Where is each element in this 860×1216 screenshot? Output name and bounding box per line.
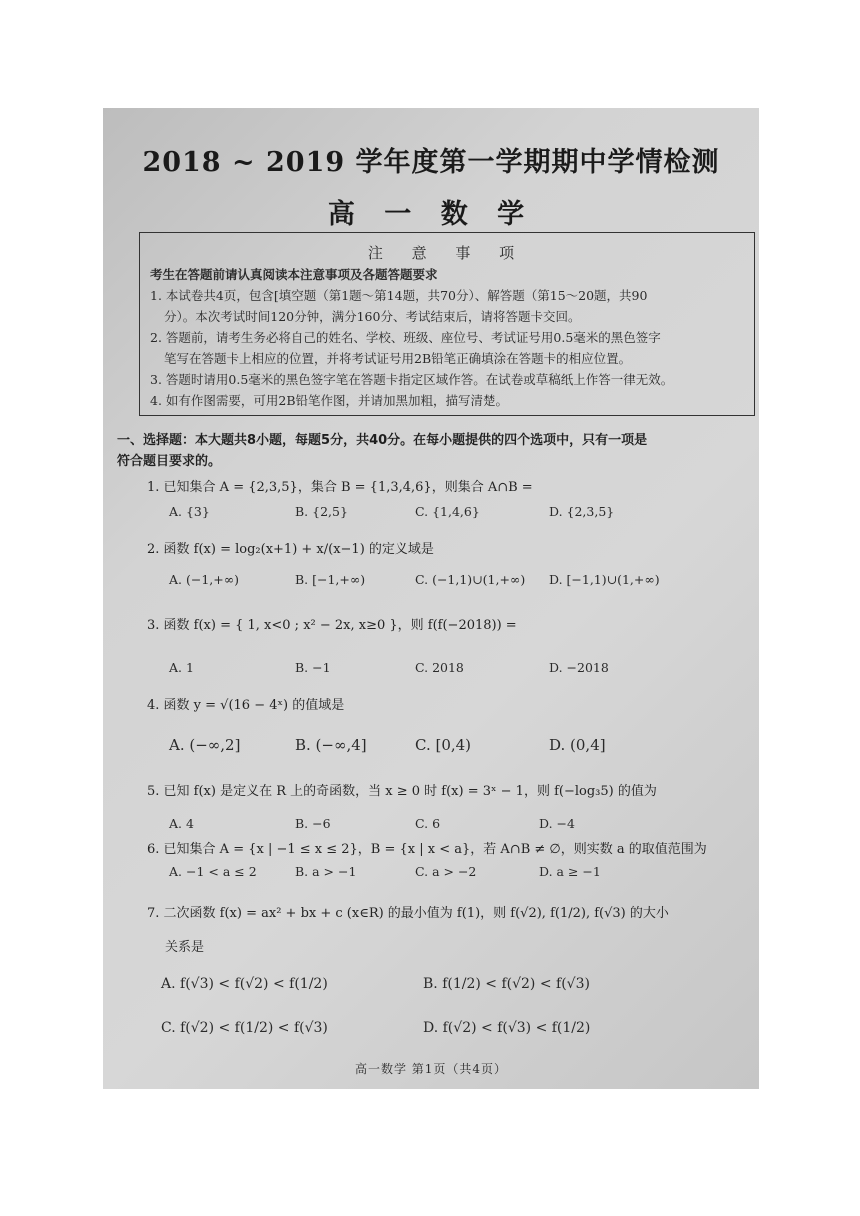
option-b: B. {2,5} [295,504,348,519]
option-a: A. −1 < a ≤ 2 [169,864,257,879]
option-c: C. f(√2) < f(1/2) < f(√3) [161,1020,328,1036]
option-d: D. (0,4] [549,736,606,754]
question-1-stem: 1. 已知集合 A = {2,3,5}，集合 B = {1,3,4,6}，则集合 A∩B = [147,480,533,495]
option-c: C. (−1,1)∪(1,+∞) [415,572,526,587]
question-3-stem: 3. 函数 f(x) = { 1, x<0 ; x² − 2x, x≥0 }，则 f(f(−2018)) = [147,618,517,633]
option-d: D. {2,3,5} [549,504,615,519]
notice-box [139,232,755,416]
option-c: C. {1,4,6} [415,504,480,519]
option-c: C. [0,4) [415,736,472,754]
option-a: A. (−1,+∞) [169,572,240,587]
option-a: A. 4 [169,816,194,831]
option-c: C. 6 [415,816,441,831]
question-7-stem-continued: 关系是 [165,940,205,955]
option-b: B. f(1/2) < f(√2) < f(√3) [423,976,590,992]
section-line-1: 一、选择题：本大题共8小题，每题5分，共40分。在每小题提供的四个选项中，只有一项是 [117,433,648,448]
option-a: A. f(√3) < f(√2) < f(1/2) [161,976,328,992]
option-d: D. a ≥ −1 [539,864,601,879]
option-c: C. 2018 [415,660,464,675]
option-b: B. [−1,+∞) [295,572,366,587]
option-d: D. [−1,1)∪(1,+∞) [549,572,660,587]
question-2-stem: 2. 函数 f(x) = log₂(x+1) + x/(x−1) 的定义域是 [147,542,434,557]
section-line-2: 符合题目要求的。 [117,454,222,469]
notice-item: 笔写在答题卡上相应的位置，并将考试证号用2B铅笔正确填涂在答题卡的相应位置。 [164,351,632,366]
notice-item: 3. 答题时请用0.5毫米的黑色签字笔在答题卡指定区域作答。在试卷或草稿纸上作答一律无效。 [150,372,674,387]
option-c: C. a > −2 [415,864,477,879]
section-heading [117,430,747,472]
option-b: B. −6 [295,816,331,831]
notice-item: 4. 如有作图需要，可用2B铅笔作图，并请加黑加粗，描写清楚。 [150,393,509,408]
exam-page-photo [103,108,759,1089]
question-4-stem: 4. 函数 y = √(16 − 4ˣ) 的值域是 [147,698,345,713]
exam-subtitle: 高 一 数 学 [327,199,535,230]
question-6-stem: 6. 已知集合 A = {x | −1 ≤ x ≤ 2}，B = {x | x < a}，若 A∩B ≠ ∅，则实数 a 的取值范围为 [147,842,707,857]
option-d: D. −4 [539,816,575,831]
option-a: A. 1 [169,660,194,675]
notice-item: 2. 答题前，请考生务必将自己的姓名、学校、班级、座位号、考试证号用0.5毫米的黑色签字 [150,330,661,345]
option-b: B. −1 [295,660,331,675]
notice-title: 注 意 事 项 [367,244,527,262]
option-a: A. {3} [169,504,210,519]
question-7-stem: 7. 二次函数 f(x) = ax² + bx + c (x∈R) 的最小值为 f(1)，则 f(√2), f(1/2), f(√3) 的大小 [147,906,669,921]
notice-intro: 考生在答题前请认真阅读本注意事项及各题答题要求 [150,267,438,282]
notice-item: 1. 本试卷共4页，包含[填空题（第1题～第14题，共70分）、解答题（第15～20题，共90 [150,288,648,303]
option-d: D. −2018 [549,660,609,675]
page-footer: 高一数学 第1页（共4页） [354,1062,508,1076]
exam-title: 2018 ~ 2019 学年度第一学期期中学情检测 [142,147,720,178]
option-d: D. f(√2) < f(√3) < f(1/2) [423,1020,591,1036]
option-b: B. (−∞,4] [295,736,367,754]
question-5-stem: 5. 已知 f(x) 是定义在 R 上的奇函数，当 x ≥ 0 时 f(x) = 3ˣ − 1，则 f(−log₃5) 的值为 [147,784,657,799]
option-a: A. (−∞,2] [169,736,241,754]
notice-item: 分）。本次考试时间120分钟，满分160分、考试结束后，请将答题卡交回。 [164,309,581,324]
option-b: B. a > −1 [295,864,357,879]
